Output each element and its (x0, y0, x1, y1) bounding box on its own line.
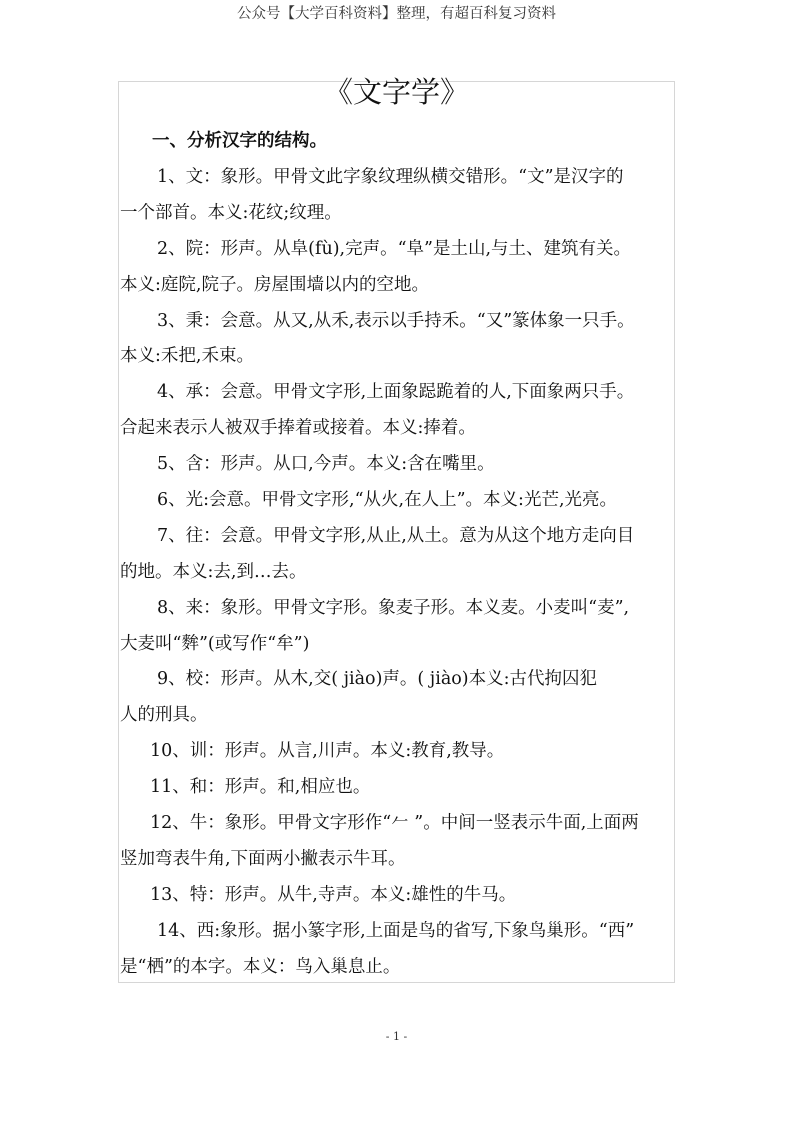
item-list (120, 160, 676, 985)
list-item (120, 232, 676, 304)
list-item (120, 447, 676, 483)
item-first-line: 6、光:会意。甲骨文字形,“从火,在人上”。本义:光芒,光亮。 (157, 490, 618, 511)
list-item (120, 734, 676, 770)
item-first-line: 13、特：形声。从牛,寺声。本义:雄性的牛马。 (150, 884, 517, 905)
item-continuation-line: 合起来表示人被双手捧着或接着。本义:捧着。 (120, 418, 476, 439)
item-first-line: 11、和：形声。和,相应也。 (150, 777, 371, 798)
item-first-line: 12、牛：象形。甲骨文字形作“𠂉 ”。中间一竖表示牛面,上面两 (150, 813, 639, 834)
item-continuation-line: 是“栖”的本字。本义：鸟入巢息止。 (120, 956, 401, 977)
item-first-line: 4、承：会意。甲骨文字形,上面象跽跪着的人,下面象两只手。 (157, 382, 635, 403)
item-continuation-line: 本义:庭院,院子。房屋围墙以内的空地。 (120, 274, 429, 295)
item-first-line: 7、往：会意。甲骨文字形,从止,从土。意为从这个地方走向目 (157, 525, 635, 546)
list-item (120, 914, 676, 986)
list-item (120, 483, 676, 519)
item-continuation-line: 竖加弯表牛角,下面两小撇表示牛耳。 (120, 848, 406, 869)
item-first-line: 14、西:象形。据小篆字形,上面是鸟的省写,下象鸟巢形。“西” (157, 920, 635, 941)
item-first-line: 8、来：象形。甲骨文字形。象麦子形。本义麦。小麦叫“麦”, (157, 597, 630, 618)
list-item (120, 375, 676, 447)
item-first-line: 5、含：形声。从口,今声。本义:含在嘴里。 (157, 454, 495, 475)
item-continuation-line: 的地。本义:去,到…去。 (120, 561, 307, 582)
list-item (120, 662, 676, 734)
list-item (120, 770, 676, 806)
item-first-line: 3、秉：会意。从又,从禾,表示以手持禾。“又”篆体象一只手。 (157, 310, 635, 331)
list-item (120, 519, 676, 591)
list-item (120, 160, 676, 232)
list-item (120, 591, 676, 663)
list-item (120, 878, 676, 914)
item-continuation-line: 大麦叫“麰”(或写作“牟”) (120, 633, 310, 654)
document-title: 《文字学》 (323, 75, 469, 109)
item-first-line: 2、院：形声。从阜(fù),完声。“阜”是土山,与土、建筑有关。 (157, 238, 632, 259)
section-heading: 一、分析汉字的结构。 (152, 131, 327, 151)
list-item (120, 806, 676, 878)
item-first-line: 10、训：形声。从言,川声。本义:教育,教导。 (150, 741, 505, 762)
item-continuation-line: 人的刑具。 (120, 705, 208, 726)
item-first-line: 1、文：象形。甲骨文此字象纹理纵横交错形。“文”是汉字的 (157, 167, 624, 187)
item-continuation-line: 一个部首。本义:花纹;纹理。 (120, 202, 342, 223)
item-continuation-line: 本义:禾把,禾束。 (120, 346, 254, 367)
list-item (120, 304, 676, 376)
item-first-line: 9、校：形声。从木,交( jiào)声。( jiào)本义:古代拘囚犯 (157, 669, 598, 690)
page-number: - 1 - (385, 1030, 408, 1043)
header-note: 公众号【大学百科资料】整理，有超百科复习资料 (237, 6, 556, 22)
